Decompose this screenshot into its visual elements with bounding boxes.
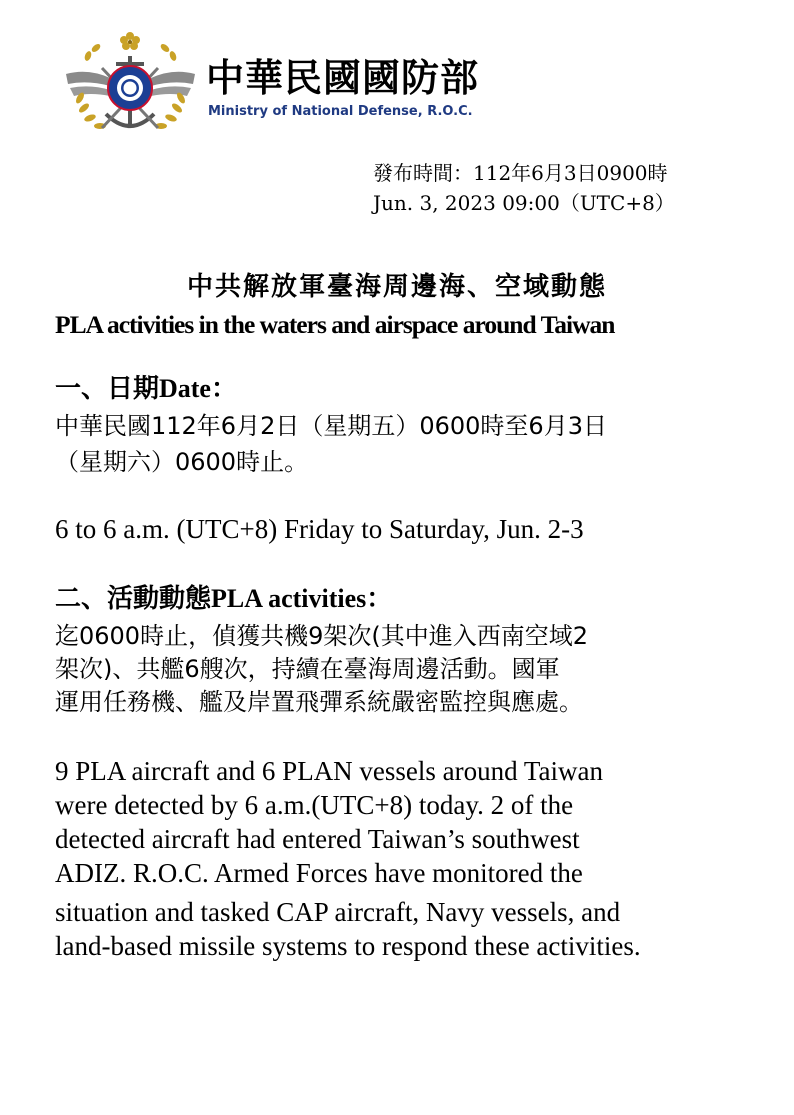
release-time — [373, 158, 675, 218]
activities-en-line: 9 PLA aircraft and 6 PLAN vessels around Taiwan — [55, 756, 603, 786]
release-time-zh: 發布時間：112年6月3日0900時 — [373, 161, 668, 185]
activities-en-line: ADIZ. R.O.C. Armed Forces have monitored the — [55, 858, 583, 888]
activities-en-line: land-based missile systems to respond these activities. — [55, 931, 641, 961]
document-title-en: PLA activities in the waters and airspace around Taiwan — [55, 310, 615, 339]
activities-zh-line: 架次)、共艦6艘次，持續在臺海周邊活動。國軍 — [55, 655, 560, 683]
activities-en-line: detected aircraft had entered Taiwan’s southwest — [55, 824, 580, 854]
activities-en-line: situation and tasked CAP aircraft, Navy vessels, and — [55, 897, 621, 927]
activities-zh-line: 迄0600時止，偵獲共機9架次(其中進入西南空域2 — [55, 622, 588, 650]
date-en-text: 6 to 6 a.m. (UTC+8) Friday to Saturday, Jun. 2-3 — [55, 514, 584, 544]
date-zh-line: （星期六）0600時止。 — [55, 448, 309, 476]
header — [58, 28, 498, 140]
ministry-name-zh: 中華民國國防部 — [206, 56, 480, 100]
ministry-name-en: Ministry of National Defense, R.O.C. — [208, 104, 473, 119]
activities-zh-line: 運用任務機、艦及岸置飛彈系統嚴密監控與應處。 — [55, 688, 583, 716]
section-activities-heading: 二、活動動態PLA activities： — [55, 584, 393, 613]
date-zh-line: 中華民國112年6月2日（星期五）0600時至6月3日 — [55, 412, 607, 440]
section-date-heading: 一、日期Date： — [55, 374, 237, 403]
activities-en-line: were detected by 6 a.m.(UTC+8) today. 2 of the — [55, 790, 574, 820]
document-title-zh: 中共解放軍臺海周邊海、空域動態 — [186, 272, 607, 302]
release-time-en: Jun. 3, 2023 09:00（UTC+8） — [373, 191, 675, 215]
ministry-emblem-icon — [58, 28, 203, 140]
